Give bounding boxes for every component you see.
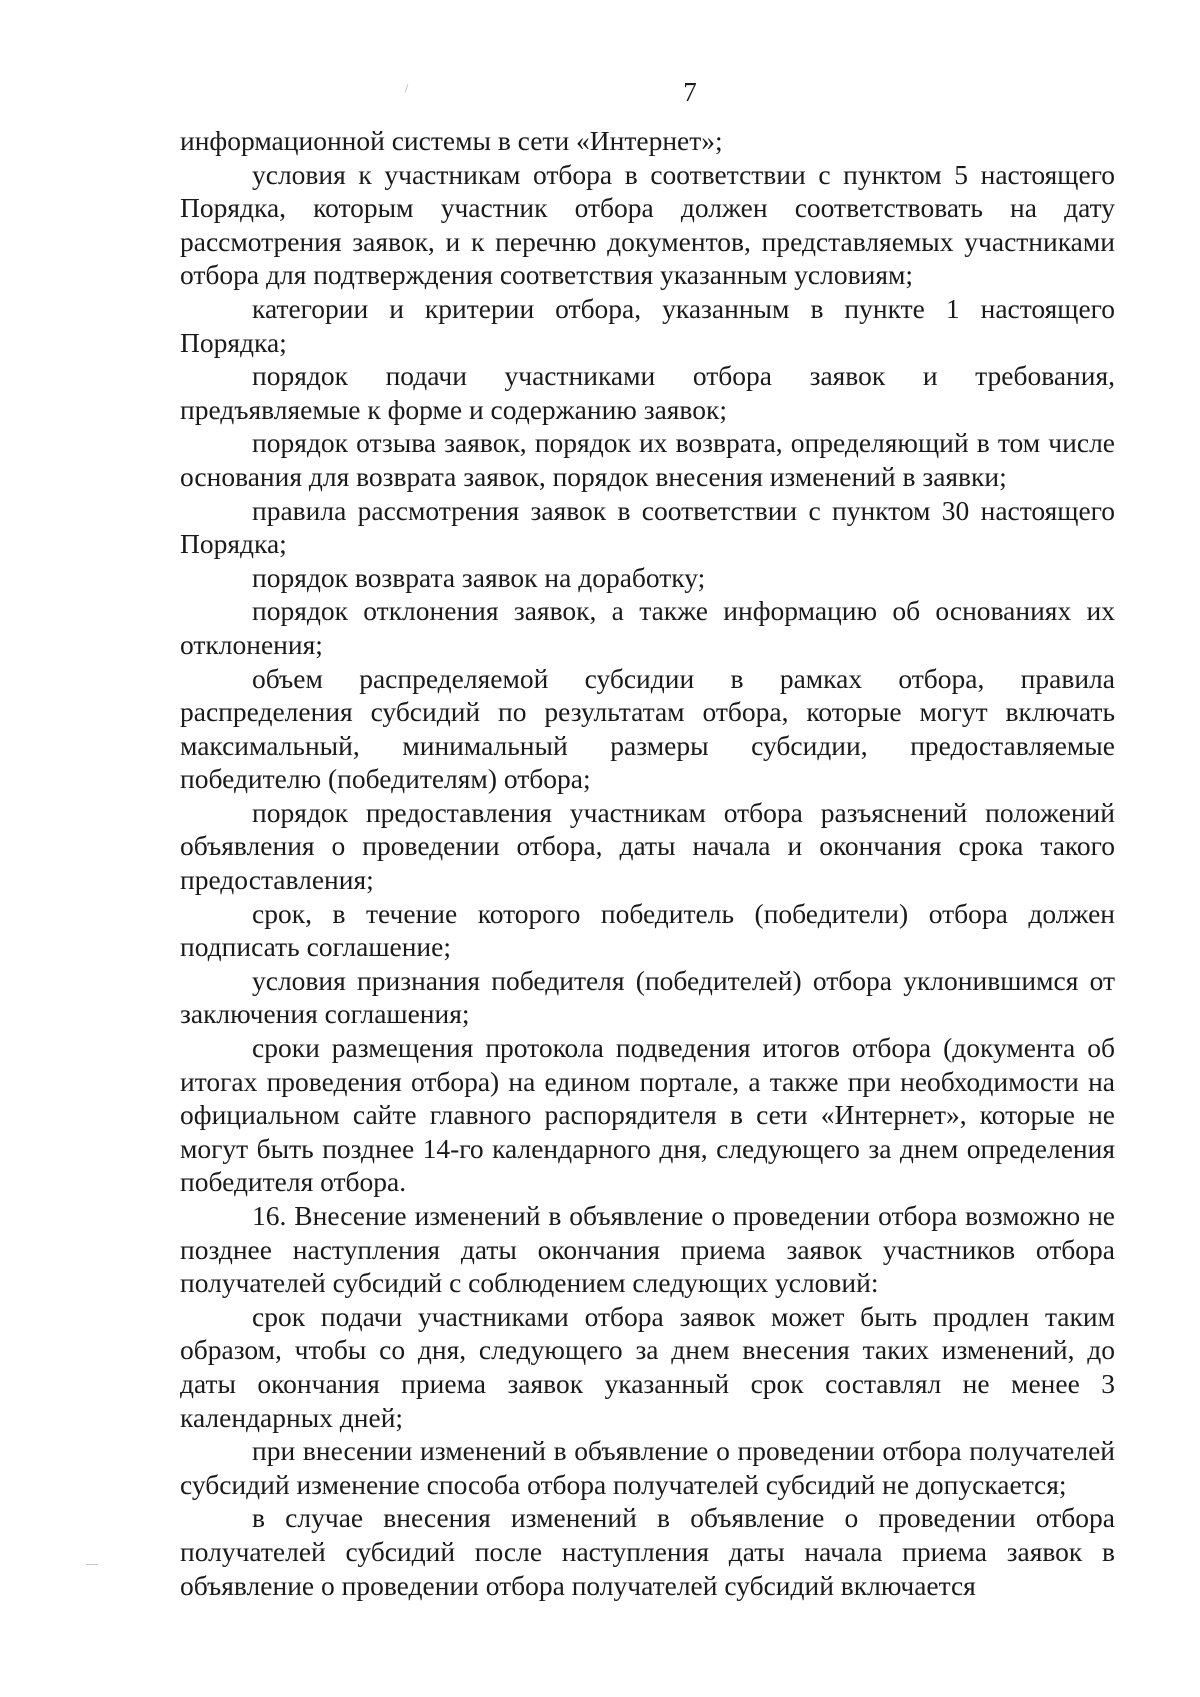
paragraph: при внесении изменений в объявление о проведении отбора получателей субсидий изменение способа отбора получателей субсидий не допускается; bbox=[180, 1435, 1115, 1500]
scan-artifact bbox=[86, 1564, 98, 1565]
paragraph: порядок подачи участниками отбора заявок и требования, предъявляемые к форме и содержанию заявок; bbox=[180, 360, 1115, 425]
paragraph: в случае внесения изменений в объявление о проведении отбора получателей субсидий после наступления даты начала приема заявок в объявление о проведении отбора получателей субсидий включается bbox=[180, 1502, 1115, 1601]
paragraph: правила рассмотрения заявок в соответствии с пунктом 30 настоящего Порядка; bbox=[180, 494, 1115, 560]
paragraph: срок подачи участниками отбора заявок может быть продлен таким образом, чтобы со дня, следующего за днем внесения таких изменений, до даты окончания приема заявок указанный срок составлял не менее 3 календарных дней; bbox=[180, 1300, 1115, 1433]
page-number: 7 bbox=[683, 77, 697, 107]
scan-artifact bbox=[405, 84, 409, 93]
document-body bbox=[180, 124, 1115, 1602]
paragraph: объем распределяемой субсидии в рамках отбора, правила распределения субсидий по результатам отбора, которые могут включать максимальный, минимальный размеры субсидии, предоставляемые победителю (победителям) отбора; bbox=[180, 662, 1115, 795]
paragraph: информационной системы в сети «Интернет»; bbox=[180, 125, 723, 156]
paragraph: условия признания победителя (победителей) отбора уклонившимся от заключения соглашения; bbox=[180, 964, 1115, 1030]
paragraph: порядок возврата заявок на доработку; bbox=[252, 561, 706, 593]
paragraph: условия к участникам отбора в соответствии с пунктом 5 настоящего Порядка, которым участник отбора должен соответствовать на дату рассмотрения заявок, и к перечню документов, представляемых участниками отбора для подтверждения соответствия указанным условиям; bbox=[180, 158, 1115, 291]
paragraph: порядок отзыва заявок, порядок их возврата, определяющий в том числе основания для возврата заявок, порядок внесения изменений в заявки; bbox=[180, 427, 1115, 492]
paragraph: порядок предоставления участникам отбора разъяснений положений объявления о проведении отбора, даты начала и окончания срока такого предоставления; bbox=[180, 796, 1115, 896]
paragraph: порядок отклонения заявок, а также информацию об основаниях их отклонения; bbox=[180, 595, 1115, 660]
paragraph: срок, в течение которого победитель (победители) отбора должен подписать соглашение; bbox=[180, 897, 1115, 963]
paragraph: сроки размещения протокола подведения итогов отбора (документа об итогах проведения отбора) на едином портале, а также при необходимости на официальном сайте главного распорядителя в сети «Интернет», которые не могут быть позднее 14-го календарного дня, следующего за днем определения победителя отбора. bbox=[180, 1032, 1115, 1198]
section-16-paragraph: 16. Внесение изменений в объявление о проведении отбора возможно не позднее наступления даты окончания приема заявок участников отбора получателей субсидий с соблюдением следующих условий: bbox=[180, 1200, 1115, 1299]
paragraph: категории и критерии отбора, указанным в пункте 1 настоящего Порядка; bbox=[180, 292, 1115, 358]
